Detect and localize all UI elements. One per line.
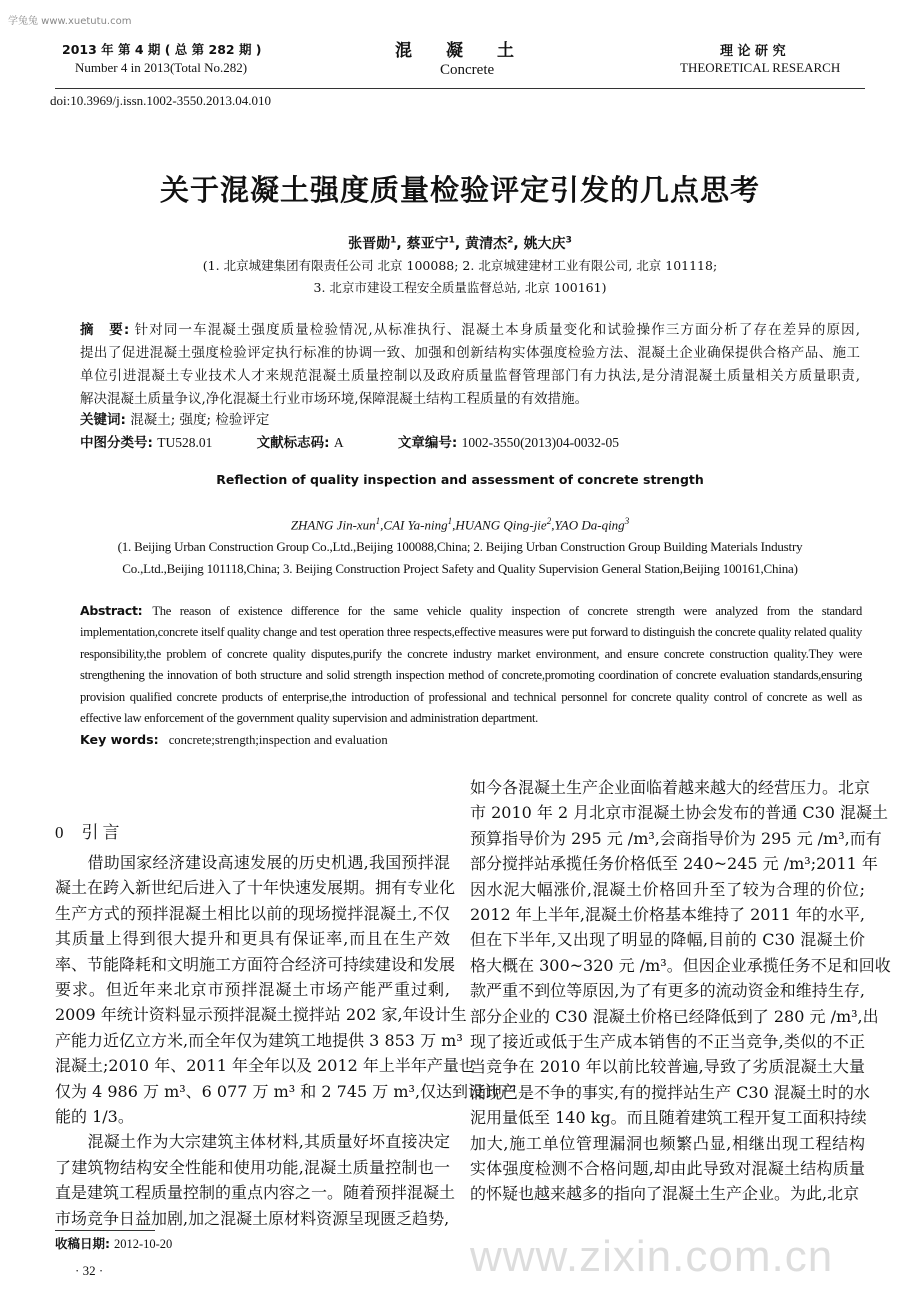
classification <box>80 431 860 451</box>
body-line: 部分企业的 C30 混凝土价格已经降低到了 280 元 /m³,出 <box>470 1006 879 1026</box>
body-line: 格大概在 300~320 元 /m³。但因企业承揽任务不足和回收 <box>470 955 891 975</box>
body-line: 2012 年上半年,混凝土价格基本维持了 2011 年的水平, <box>470 905 865 924</box>
author-mark: 1 <box>390 235 397 246</box>
footnote-rule <box>55 1230 155 1231</box>
column-en: THEORETICAL RESEARCH <box>680 60 841 75</box>
authors-cn: 张晋勋$^1$, 蔡亚宁$^1$, 黄清杰$^2$, 姚大庆$^3$ <box>348 235 572 252</box>
author-mark: 3 <box>565 235 572 246</box>
keywords-cn <box>80 408 860 428</box>
abstract-cn-line <box>80 318 860 338</box>
center-watermark: www.zixin.com.cn <box>470 1232 834 1281</box>
authors-en: ZHANG Jin-xun$^1$,CAI Ya-ning$^1$,HUANG Qing-jie$^2$,YAO Da-qing$^3$ <box>290 516 630 533</box>
body-line: 其质量上得到很大提升和更具有保证率,而且在生产效 <box>55 929 450 949</box>
body-line: 市场竞争日益加剧,加之混凝土原材料资源呈现匮乏趋势, <box>55 1208 450 1228</box>
body-line: 直是建筑工程质量控制的重点内容之一。随着预拌混凝土 <box>55 1183 456 1203</box>
header-rule <box>55 88 865 89</box>
author-en: YAO Da-qing <box>554 517 625 533</box>
english-abstract-block <box>80 600 862 752</box>
section-title: 引言 <box>81 823 124 843</box>
keywords-en-value: concrete;strength;inspection and evaluation <box>168 733 388 748</box>
article-no-label: 文章编号: <box>397 435 458 451</box>
keywords-en <box>80 729 862 751</box>
title-en: Reflection of quality inspection and assessment of concrete strength <box>216 472 704 487</box>
abstract-cn-line: 提出了促进混凝土强度检验评定执行标准的协调一致、加强和创新结构实体强度检验方法、混凝土企业确保提供合格产品、施工 <box>80 345 860 361</box>
author-mark: 3 <box>624 516 630 526</box>
body-line: 凝土在跨入新世纪后进入了十年快速发展期。拥有专业化 <box>55 878 456 898</box>
body-line: 了建筑物结构安全性能和使用功能,混凝土质量控制也一 <box>55 1157 450 1177</box>
body-line: 涌现已是不争的事实,有的搅拌站生产 C30 混凝土时的水 <box>470 1082 870 1102</box>
body-line: 率、节能降耗和文明施工方面符合经济可持续建设和发展 <box>55 954 456 974</box>
abstract-en-label: Abstract: <box>80 603 143 618</box>
body-line: 如今各混凝土生产企业面临着越来越大的经营压力。北京 <box>470 778 871 797</box>
abstract-en-text: The reason of existence difference for the same vehicle quality inspection of concrete strength were analyzed from the standard implementation,concrete itself quality change and test operation three respects,effective measures were put forward to distinguish the concrete quality related quality responsibility,the problem of concrete quality disputes,purify the concrete industry market environment, and ensure concrete construction quality.They were strengthening the innovation of both structure and solid strength inspection method of concrete,promoting coordination of concrete evaluation standards,ensuring provision qualified concrete products of enterprise,the introduction of professional and technical personnel for concrete quality control of concrete as well as effective law enforcement of the government quality supervision and administration department. <box>80 604 862 726</box>
author-en: ZHANG Jin-xun <box>290 517 376 533</box>
body-line: 预算指导价为 295 元 /m³,会商指导价为 295 元 /m³,而有 <box>470 828 882 848</box>
section-heading <box>55 818 124 843</box>
author: 蔡亚宁 <box>406 236 449 252</box>
doi: doi:10.3969/j.issn.1002-3550.2013.04.010 <box>50 93 272 108</box>
author-mark: 1 <box>375 516 381 526</box>
body-line: 生产方式的预拌混凝土相比以前的现场搅拌混凝土,不仅 <box>55 903 450 923</box>
affiliation-cn-1: (1. 北京城建集团有限责任公司 北京 100088; 2. 北京城建建材工业有限公司, 北京 101118; <box>202 258 718 273</box>
body-line: 但在下半年,又出现了明显的降幅,目前的 C30 混凝土价 <box>470 930 865 950</box>
body-line: 因水泥大幅涨价,混凝土价格回升至了较为合理的价位; <box>470 879 865 899</box>
body-line: 产能力近亿立方米,而全年仅为建筑工地提供 3 853 万 m³ <box>55 1030 463 1050</box>
affiliation-en-2: Co.,Ltd.,Beijing 101118,China; 3. Beijing Construction Project Safety and Quality Supervision General Station,Beijing 100161,China) <box>122 561 798 576</box>
body-line: 当竞争在 2010 年以前比较普遍,导致了劣质混凝土大量 <box>470 1057 865 1077</box>
body-line: 能的 1/3。 <box>55 1107 134 1126</box>
body-line: 泥用量低至 140 kg。而且随着建筑工程开复工面积持续 <box>470 1108 867 1128</box>
issue-en: Number 4 in 2013(Total No.282) <box>75 60 248 75</box>
section-number: 0 <box>55 823 64 842</box>
site-watermark: 学兔兔 www.xuetutu.com <box>8 16 132 27</box>
body-line: 加大,施工单位管理漏洞也频繁凸显,相继出现工程结构 <box>470 1133 865 1153</box>
received-label: 收稿日期: <box>55 1236 110 1251</box>
author-mark: 1 <box>448 235 455 246</box>
author-mark: 2 <box>507 235 514 246</box>
keywords-en-label: Key words: <box>80 732 159 748</box>
abstract-en <box>80 600 862 729</box>
page-number: · 32 · <box>75 1263 104 1278</box>
clc-value: TU528.01 <box>157 435 213 450</box>
abstract-cn-line: 解决混凝土质量争议,净化混凝土行业市场环境,保障混凝土结构工程质量的有效措施。 <box>80 391 589 407</box>
keywords-cn-value: 混凝土; 强度; 检验评定 <box>130 412 270 428</box>
author: 张晋勋 <box>348 236 391 252</box>
journal-en: Concrete <box>440 62 495 78</box>
journal-cn: 混 凝 土 <box>395 41 514 61</box>
body-line: 市 2010 年 2 月北京市混凝土协会发布的普通 C30 混凝土 <box>470 803 889 823</box>
received-value: 2012-10-20 <box>113 1237 173 1251</box>
author: 姚大庆 <box>523 236 566 252</box>
doc-code-label: 文献标志码: <box>256 435 330 451</box>
body-line: 仅为 4 986 万 m³、6 077 万 m³ 和 2 745 万 m³,仅达到设计产 <box>55 1081 517 1101</box>
author-en: HUANG Qing-jie <box>455 517 547 533</box>
doc-code-value: A <box>333 435 344 450</box>
body-line: 的怀疑也越来越多的指向了混凝土生产企业。为此,北京 <box>470 1184 860 1204</box>
body-line: 部分搅拌站承揽任务价格低至 240~245 元 /m³;2011 年 <box>470 854 878 874</box>
title-cn: 关于混凝土强度质量检验评定引发的几点思考 <box>159 173 760 207</box>
received-date <box>55 1234 172 1252</box>
body-line: 混凝土;2010 年、2011 年全年以及 2012 年上半年产量也 <box>55 1056 475 1076</box>
affiliation-en-1: (1. Beijing Urban Construction Group Co.,Ltd.,Beijing 100088,China; 2. Beijing Urban Construction Group Building Materials Industry <box>117 539 803 554</box>
affiliation-cn-2: 3. 北京市建设工程安全质量监督总站, 北京 100161) <box>313 280 607 295</box>
body-line: 现了接近或低于生产成本销售的不正当竞争,类似的不正 <box>470 1032 865 1051</box>
column-cn: 理 论 研 究 <box>720 44 786 59</box>
body-line: 借助国家经济建设高速发展的历史机遇,我国预拌混 <box>55 853 450 872</box>
abstract-cn-line: 单位引进混凝土专业技术人才来规范混凝土质量控制以及政府质量监督管理部门有力执法,是分清混凝土质量相关方质量职责, <box>80 368 860 384</box>
author-mark: 2 <box>546 516 552 526</box>
body-line: 款严重不到位等原因,为了有更多的流动资金和维持生存, <box>470 981 865 1001</box>
keywords-cn-label: 关键词: <box>80 412 126 428</box>
body-line: 混凝土作为大宗建筑主体材料,其质量好坏直接决定 <box>55 1132 450 1152</box>
article-no-value: 1002-3550(2013)04-0032-05 <box>461 435 620 450</box>
author-en: CAI Ya-ning <box>383 517 448 533</box>
author: 黄清杰 <box>465 236 508 252</box>
clc-label: 中图分类号: <box>80 435 153 451</box>
body-line: 实体强度检测不合格问题,却由此导致对混凝土结构质量 <box>470 1159 865 1178</box>
issue-cn: 2013 年 第 4 期 ( 总 第 282 期 ) <box>62 42 262 57</box>
body-line: 2009 年统计资料显示预拌混凝土搅拌站 202 家,年设计生 <box>55 1005 467 1025</box>
body-line: 要求。但近年来北京市预拌混凝土市场产能严重过剩, <box>55 980 450 999</box>
abstract-cn-text: 针对同一车混凝土强度质量检验情况,从标准执行、混凝土本身质量变化和试验操作三方面分析了存在差异的原因, <box>134 322 860 338</box>
abstract-cn-label: 摘 要: <box>80 322 130 338</box>
author-mark: 1 <box>447 516 453 526</box>
